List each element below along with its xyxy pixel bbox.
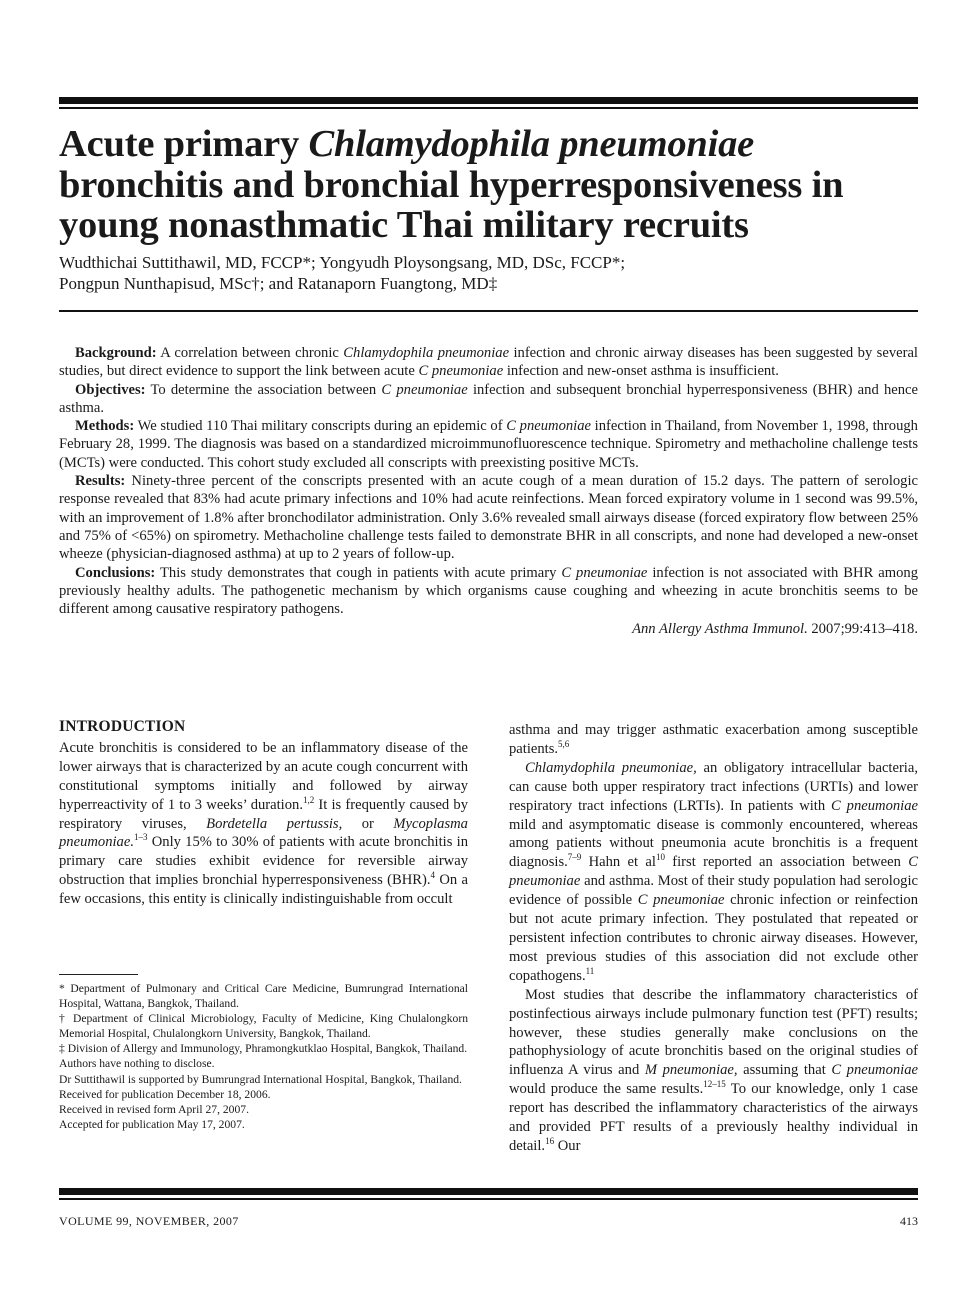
footnote: † Department of Clinical Microbiology, Faculty of Medicine, King Chulalongkorn Memorial Hospital, Chulalongkorn University, Bangkok, Thailand. [59, 1012, 468, 1041]
abstract [59, 344, 918, 639]
footnote: * Department of Pulmonary and Critical Care Medicine, Bumrungrad International Hospital, Wattana, Bangkok, Thailand. [59, 982, 468, 1011]
abstract-results: Results: Ninety-three percent of the conscripts presented with an acute cough of a mean duration of 15.2 days. The pattern of serologic response revealed that 83% had acute primary infections and 10% had acute reinfections. Mean forced expiratory volume in 1 second was 99.5%, with an improvement of 1.8% after bronchodilator administration. Only 3.6% revealed small airways disease (forced expiratory flow between 25% and 75% of <65%) on spirometry. Methacholine challenge tests failed to demonstrate BHR in all conscripts, and none had developed a new-onset wheeze (physician-diagnosed asthma) at up to 2 years of follow-up. [59, 473, 918, 563]
author-list [59, 253, 919, 294]
top-rule-thin [59, 107, 918, 109]
abstract-conclusions: Conclusions: This study demonstrates that cough in patients with acute primary C pneumoniae infection is not associated with BHR among previously healthy adults. The pathogenetic mechanism by which organisms cause coughing and wheezing in acute bronchitis seems to be different among causative respiratory pathogens. [59, 564, 918, 618]
bottom-rule-thin [59, 1198, 918, 1200]
article-title [59, 124, 929, 246]
abstract-top-rule [59, 310, 918, 312]
page-number: 413 [900, 1214, 918, 1228]
bottom-rule [59, 1188, 918, 1195]
right-column [509, 721, 918, 1156]
footer-volume: VOLUME 99, NOVEMBER, 2007 [59, 1214, 239, 1228]
abstract-background: Background: A correlation between chronic Chlamydophila pneumoniae infection and chronic airway diseases has been suggested by several studies, but direct evidence to support the link between acute C pneumoniae infection and new-onset asthma is insufficient. [59, 345, 918, 380]
footnote: Received for publication December 18, 2006. [59, 1087, 271, 1101]
top-rule [59, 97, 918, 104]
footnotes [59, 981, 468, 1132]
title-organism: Chlamydophila pneumoniae [308, 123, 755, 165]
intro-paragraph-2: Chlamydophila pneumoniae, an obligatory intracellular bacteria, can cause both upper respiratory tract infections (URTIs) and lower respiratory tract infections (LRTIs). In patients with C pneumoniae mild and asymptomatic disease is commonly encountered, whereas among patients without pneumonia acute bronchitis is a frequent diagnosis.$^{7-9}$ Hahn et $al^{10}$ first reported an association between C pneumoniae and asthma. Most of their study population had serologic evidence of possible C pneumoniae chronic infection or reinfection but not acute primary infection. They postulated that repeated or persistent infection contributes to chronic airway diseases. However, most previous studies of this association did not exclude other copathogens.$^{11}$ [509, 759, 919, 984]
intro-paragraph-3: Most studies that describe the inflammatory characteristics of postinfectious airways include pulmonary function test (PFT) results; however, these studies generally make conclusions on the pathophysiology of acute bronchitis based on the original studies of influenza A virus and M pneumoniae, assuming that C pneumoniae would produce the same results.$^{12-15}$ To our knowledge, only 1 case report has described the inflammatory characteristics of the airways and provided PFT results of a previously healthy individual in detail.$^{16}$ Our [509, 986, 918, 1154]
section-heading: INTRODUCTION [59, 718, 186, 735]
authors-line1: Wudthichai Suttithawil, MD, FCCP*; Yongyudh Ploysongsang, MD, DSc, FCCP*; [59, 253, 626, 272]
intro-paragraph-1-continued: asthma and may trigger asthmatic exacerbation among susceptible patients.$^{5,6}$ [509, 722, 918, 757]
citation: Ann Allergy Asthma Immunol. 2007;99:413–418. [632, 621, 918, 638]
left-column [59, 718, 468, 909]
footnote: Dr Suttithawil is supported by Bumrungrad International Hospital, Bangkok, Thailand. [59, 1072, 462, 1086]
footnote-rule [59, 974, 138, 975]
title-text: Acute primary [59, 123, 309, 165]
intro-paragraph-1: Acute bronchitis is considered to be an inflammatory disease of the lower airways that is characterized by an acute cough concurrent with constitutional symptoms initially and followed by airway hyperreactivity of 1 to 3 weeks’ duration.$^{1,2}$ It is frequently caused by respiratory viruses, Bordetella pertussis, or Mycoplasma pneumoniae.$^{1-3}$ Only 15% to 30% of patients with acute bronchitis in primary care studies exhibit evidence for reversible airway obstruction that implies bronchial hyperresponsiveness (BHR).$^4$ On a few occasions, this entity is clinically indistinguishable from occult [59, 739, 468, 908]
footnote: Accepted for publication May 17, 2007. [59, 1117, 245, 1131]
authors-line2: Pongpun Nunthapisud, MSc†; and Ratanaporn Fuangtong, MD‡ [59, 273, 498, 293]
abstract-methods: Methods: We studied 110 Thai military conscripts during an epidemic of C pneumoniae infection in Thailand, from November 1, 1998, through February 28, 1999. The diagnosis was based on a standardized microimmunofluorescence technique. Spirometry and methacholine challenge tests (MCTs) were conducted. This cohort study excluded all conscripts with preexisting positive MCTs. [59, 418, 918, 471]
footnote: Authors have nothing to disclose. [59, 1057, 215, 1071]
footnote: ‡ Division of Allergy and Immunology, Phramongkutklao Hospital, Bangkok, Thailand. [59, 1042, 468, 1056]
title-line2: bronchitis and bronchial hyperresponsiveness in [59, 163, 844, 206]
title-line3: young nonasthmatic Thai military recruits [59, 204, 749, 246]
footnote: Received in revised form April 27, 2007. [59, 1102, 249, 1116]
abstract-objectives: Objectives: To determine the association between C pneumoniae infection and subsequent bronchial hyperresponsiveness (BHR) and hence asthma. [59, 381, 918, 416]
